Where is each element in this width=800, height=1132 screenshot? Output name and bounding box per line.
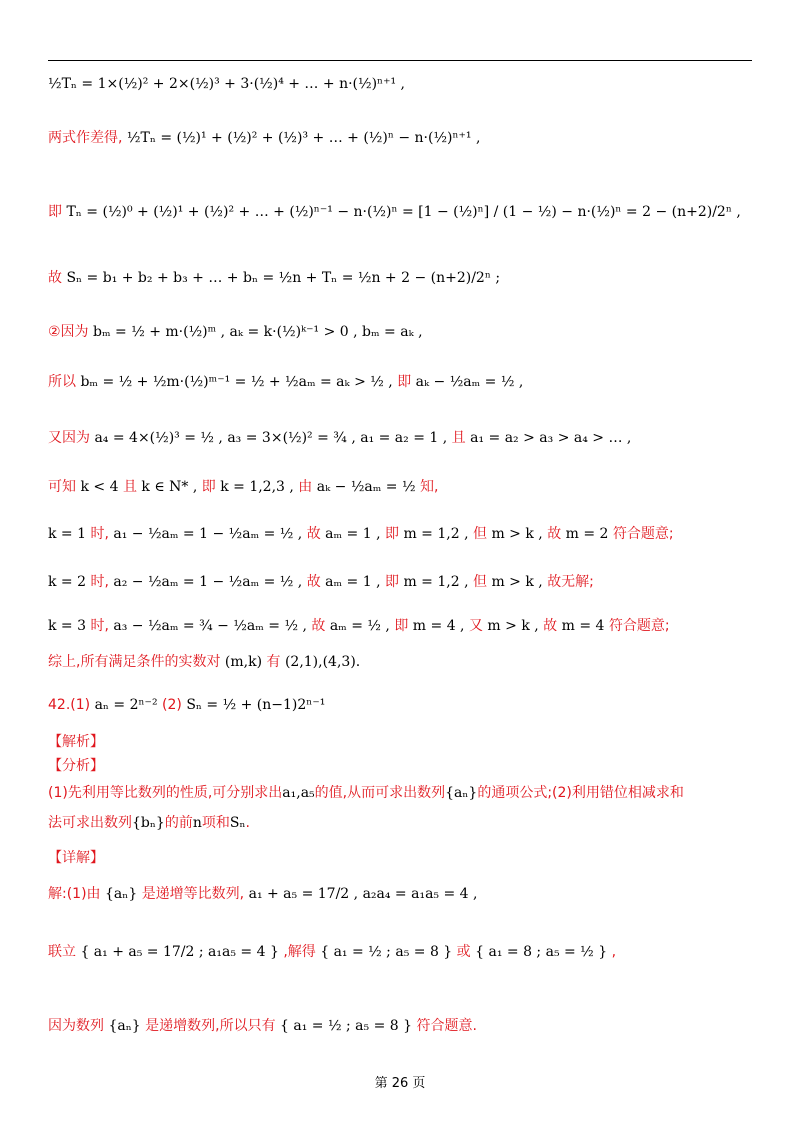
line-4: 故 Sₙ = b₁ + b₂ + b₃ + … + bₙ = ½n + Tₙ = ½n + 2 − (n+2)/2ⁿ ; xyxy=(48,270,501,286)
line-8: 可知 k < 4 且 k ∈ N* , 即 k = 1,2,3 , 由 aₖ − ½aₘ = ½ 知, xyxy=(48,479,439,495)
analysis-paragraph: (1)先利用等比数列的性质,可分别求出a₁,a₅的值,从而可求出数列{aₙ}的通项公式;(2)利用错位相减求和 法可求出数列{bₙ}的前n项和Sₙ. xyxy=(48,785,684,831)
line-5: ②因为 bₘ = ½ + m·(½)ᵐ , aₖ = k·(½)ᵏ⁻¹ > 0 , bₘ = aₖ , xyxy=(48,324,423,340)
line-1: ½Tₙ = 1×(½)² + 2×(½)³ + 3·(½)⁴ + … + n·(½)ⁿ⁺¹ , xyxy=(48,76,405,92)
tag-xiangjie: 【详解】 xyxy=(48,850,104,866)
line-9: k = 1 时, a₁ − ½aₘ = 1 − ½aₘ = ½ , 故 aₘ = 1 , 即 m = 1,2 , 但 m > k , 故 m = 2 符合题意; xyxy=(48,526,674,542)
page-number: 第 26 页 xyxy=(374,1076,426,1091)
solution-line-1: 解:(1)由 {aₙ} 是递增等比数列, a₁ + a₅ = 17/2 , a₂a₄ = a₁a₅ = 4 , xyxy=(48,886,478,902)
tag-jiexi: 【解析】 xyxy=(48,734,104,750)
solution-line-2: 联立 { a₁ + a₅ = 17/2 ; a₁a₅ = 4 } ,解得 { a₁ = ½ ; a₅ = 8 } 或 { a₁ = 8 ; a₅ = ½ } , xyxy=(48,944,617,960)
line-12: 综上,所有满足条件的实数对 (m,k) 有 (2,1),(4,3). xyxy=(48,654,361,670)
line-11: k = 3 时, a₃ − ½aₘ = ¾ − ½aₘ = ½ , 故 aₘ = ½ , 即 m = 4 , 又 m > k , 故 m = 4 符合题意; xyxy=(48,618,670,634)
line-2: 两式作差得, ½Tₙ = (½)¹ + (½)² + (½)³ + … + (½)ⁿ − n·(½)ⁿ⁺¹ , xyxy=(48,130,481,146)
question-42-answers: 42.(1) aₙ = 2ⁿ⁻² (2) Sₙ = ½ + (n−1)2ⁿ⁻¹ xyxy=(48,697,326,713)
line-3: 即 Tₙ = (½)⁰ + (½)¹ + (½)² + … + (½)ⁿ⁻¹ − n·(½)ⁿ = [1 − (½)ⁿ] / (1 − ½) − n·(½)ⁿ = 2 − (n+2)/2ⁿ , xyxy=(48,204,741,220)
header-rule xyxy=(48,60,752,61)
solution-line-3: 因为数列 {aₙ} 是递增数列,所以只有 { a₁ = ½ ; a₅ = 8 } 符合题意. xyxy=(48,1018,477,1034)
line-10: k = 2 时, a₂ − ½aₘ = 1 − ½aₘ = ½ , 故 aₘ = 1 , 即 m = 1,2 , 但 m > k , 故无解; xyxy=(48,574,594,590)
line-6: 所以 bₘ = ½ + ½m·(½)ᵐ⁻¹ = ½ + ½aₘ = aₖ > ½ , 即 aₖ − ½aₘ = ½ , xyxy=(48,374,524,390)
line-7: 又因为 a₄ = 4×(½)³ = ½ , a₃ = 3×(½)² = ¾ , a₁ = a₂ = 1 , 且 a₁ = a₂ > a₃ > a₄ > … , xyxy=(48,430,632,446)
tag-fenxi: 【分析】 xyxy=(48,758,104,774)
